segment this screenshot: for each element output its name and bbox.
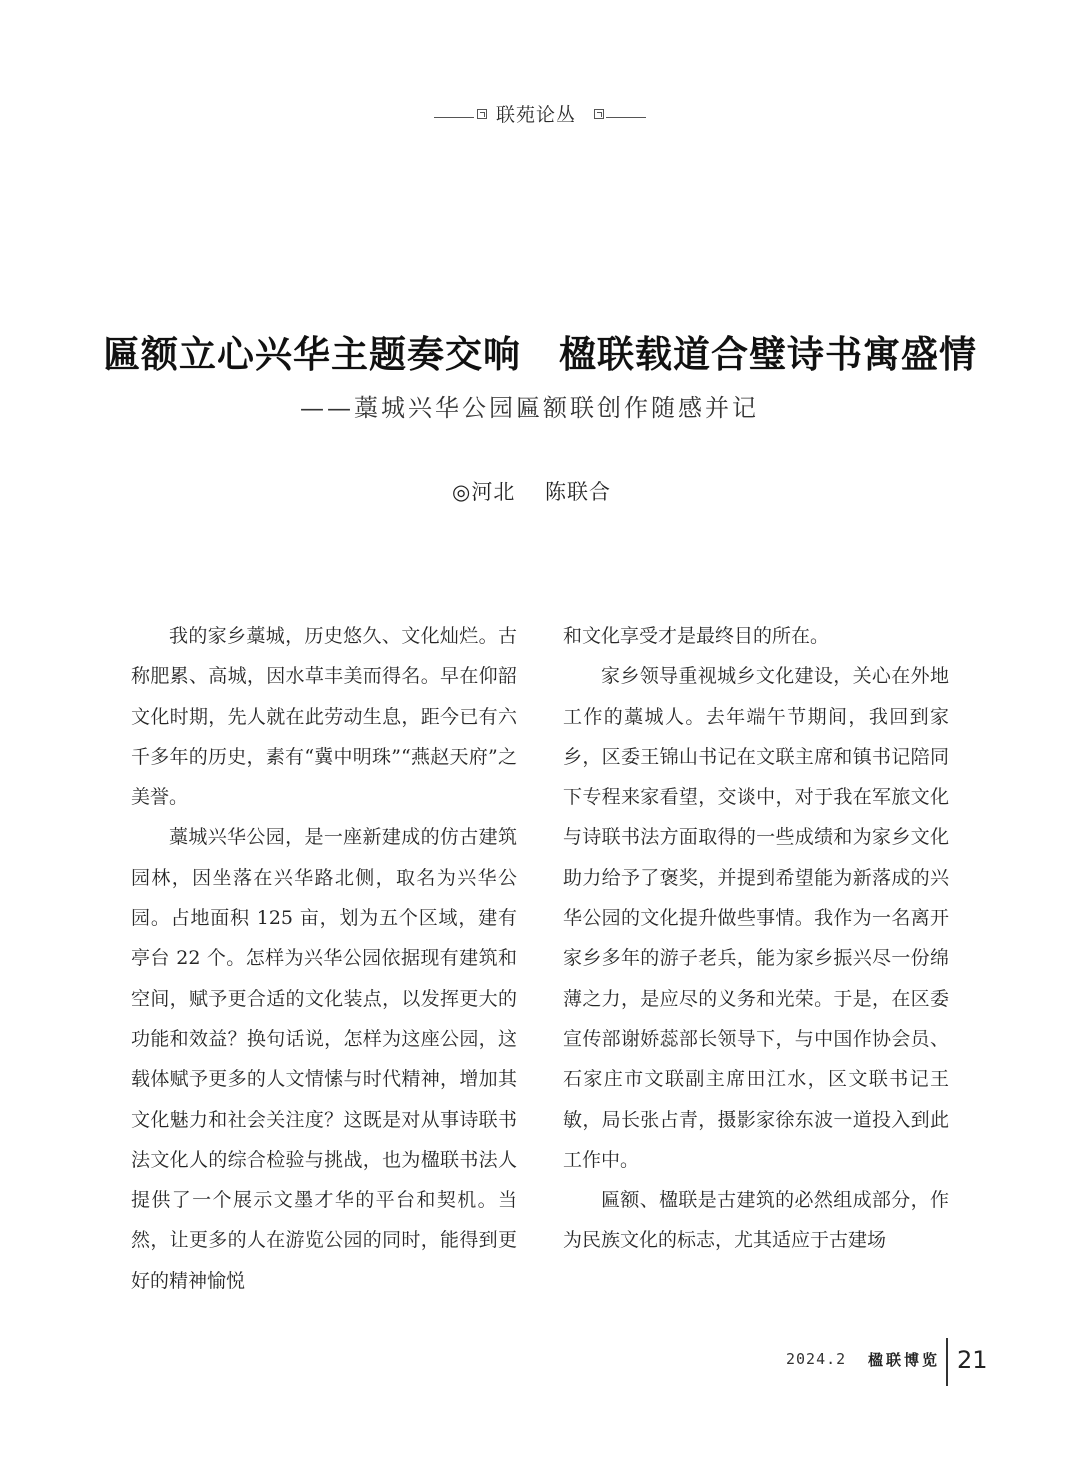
body-column-right: [563, 616, 949, 1261]
page-footer: [0, 1338, 1080, 1388]
paragraph: 藁城兴华公园，是一座新建成的仿古建筑园林，因坐落在兴华路北侧，取名为兴华公园。占地面积 125 亩，划为五个区域，建有亭台 22 个。怎样为兴华公园依据现有建筑和空间，赋予更合适的文化装点，以发挥更大的功能和效益？换句话说，怎样为这座公园，这载体赋予更多的人文情愫与时代精神，增加其文化魅力和社会关注度？这既是对从事诗联书法文化人的综合检验与挑战，也为楹联书法人提供了一个展示文墨才华的平台和契机。当然，让更多的人在游览公园的同时，能得到更好的精神愉悦: [131, 826, 517, 1292]
header-rule-right: [606, 117, 646, 118]
header-ornament-left-icon: [477, 109, 487, 119]
paragraph: 匾额、楹联是古建筑的必然组成部分，作为民族文化的标志，尤其适应于古建场: [563, 1189, 949, 1252]
issue-date: 2024.2: [786, 1350, 847, 1368]
magazine-name: 楹联博览: [868, 1351, 941, 1369]
footer-divider: [946, 1338, 948, 1386]
paragraph: 我的家乡藁城，历史悠久、文化灿烂。古称肥累、高城，因水草丰美而得名。早在仰韶文化时期，先人就在此劳动生息，距今已有六千多年的历史，素有“冀中明珠”“燕赵天府”之美誉。: [131, 625, 517, 809]
body-column-left: [131, 616, 517, 1301]
section-label: 联苑论丛: [496, 104, 577, 126]
article-title: 匾额立心兴华主题奏交响 楹联载道合璧诗书寓盛情: [103, 333, 977, 376]
article-byline: ◎河北 陈联合: [452, 480, 611, 504]
section-header: [0, 100, 1080, 130]
header-rule-left: [434, 117, 474, 118]
paragraph: 家乡领导重视城乡文化建设，关心在外地工作的藁城人。去年端午节期间，我回到家乡，区委王锦山书记在文联主席和镇书记陪同下专程来家看望，交谈中，对于我在军旅文化与诗联书法方面取得的一些成绩和为家乡文化助力给予了褒奖，并提到希望能为新落成的兴华公园的文化提升做些事情。我作为一名离开家乡多年的游子老兵，能为家乡振兴尽一份绵薄之力，是应尽的义务和光荣。于是，在区委宣传部谢娇蕊部长领导下，与中国作协会员、石家庄市文联副主席田江水，区文联书记王敏，局长张占青，摄影家徐东波一道投入到此工作中。: [563, 665, 949, 1171]
page-number: 21: [957, 1346, 988, 1374]
article-subtitle: ——藁城兴华公园匾额联创作随感并记: [300, 394, 759, 422]
header-ornament-right-icon: [594, 109, 604, 119]
paragraph-continued: 和文化享受才是最终目的所在。: [563, 625, 830, 647]
